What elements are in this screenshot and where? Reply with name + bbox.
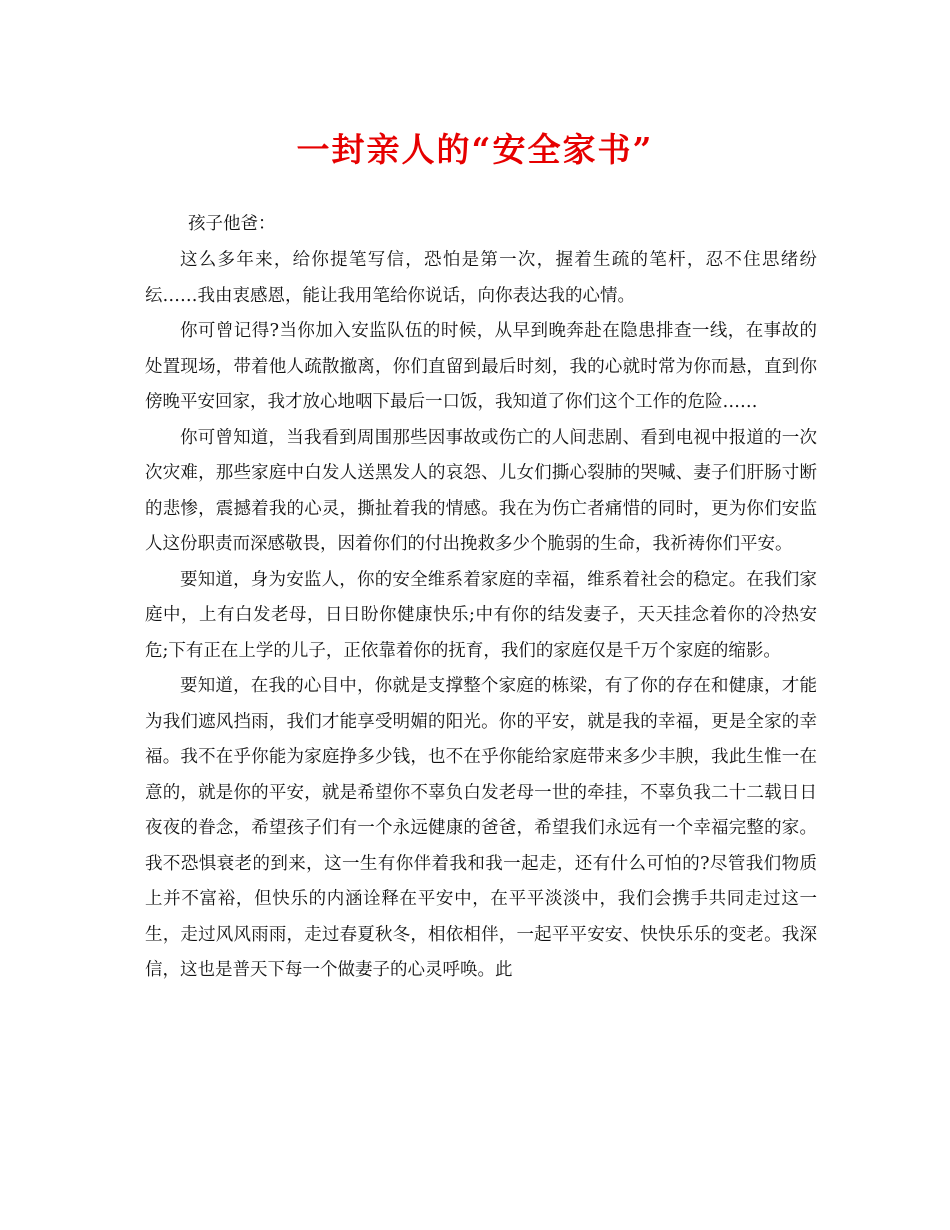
letter-paragraph-1: 这么多年来，给你提笔写信，恐怕是第一次，握着生疏的笔杆，忍不住思绪纷纭……我由衷感恩，能让我用笔给你说话，向你表达我的心情。: [145, 250, 817, 306]
letter-paragraph-5: 要知道，在我的心目中，你就是支撑整个家庭的栋梁，有了你的存在和健康，才能为我们遮风挡雨，我们才能享受明媚的阳光。你的平安，就是我的幸福，更是全家的幸福。我不在乎你能为家庭挣多少钱，也不在乎你能给家庭带来多少丰腴，我此生惟一在意的，就是你的平安，就是希望你不辜负白发老母一世的牵挂，不辜负我二十二载日日夜夜的眷念，希望孩子们有一个永远健康的爸爸，希望我们永远有一个幸福完整的家。我不恐惧衰老的到来，这一生有你伴着我和我一起走，还有什么可怕的?尽管我们物质上并不富裕，但快乐的内涵诠释在平安中，在平平淡淡中，我们会携手共同走过这一生，走过风风雨雨，走过春夏秋冬，相依相伴，一起平平安安、快快乐乐的变老。我深信，这也是普天下每一个做妻子的心灵呼唤。此: [145, 676, 817, 980]
letter-paragraph-4: 要知道，身为安监人，你的安全维系着家庭的幸福，维系着社会的稳定。在我们家庭中，上有白发老母，日日盼你健康快乐;中有你的结发妻子，天天挂念着你的冷热安危;下有正在上学的儿子，正依靠着你的抚育，我们的家庭仅是千万个家庭的缩影。: [145, 569, 817, 661]
letter-paragraph-3: 你可曾知道，当我看到周围那些因事故或伤亡的人间悲剧、看到电视中报道的一次次灾难，那些家庭中白发人送黑发人的哀怨、儿女们撕心裂肺的哭喊、妻子们肝肠寸断的悲惨，震撼着我的心灵，撕扯着我的情感。我在为伤亡者痛惜的同时，更为你们安监人这份职责而深感敬畏，因着你们的付出挽救多少个脆弱的生命，我祈祷你们平安。: [145, 427, 817, 554]
letter-paragraph-2: 你可曾记得?当你加入安监队伍的时候，从早到晚奔赴在隐患排查一线，在事故的处置现场，带着他人疏散撤离，你们直留到最后时刻，我的心就时常为你而悬，直到你傍晚平安回家，我才放心地咽下最后一口饭，我知道了你们这个工作的危险……: [145, 321, 817, 412]
letter-body: [145, 205, 817, 989]
document-title: 一封亲人的“安全家书”: [296, 130, 654, 169]
letter-salutation: 孩子他爸：: [188, 214, 276, 234]
